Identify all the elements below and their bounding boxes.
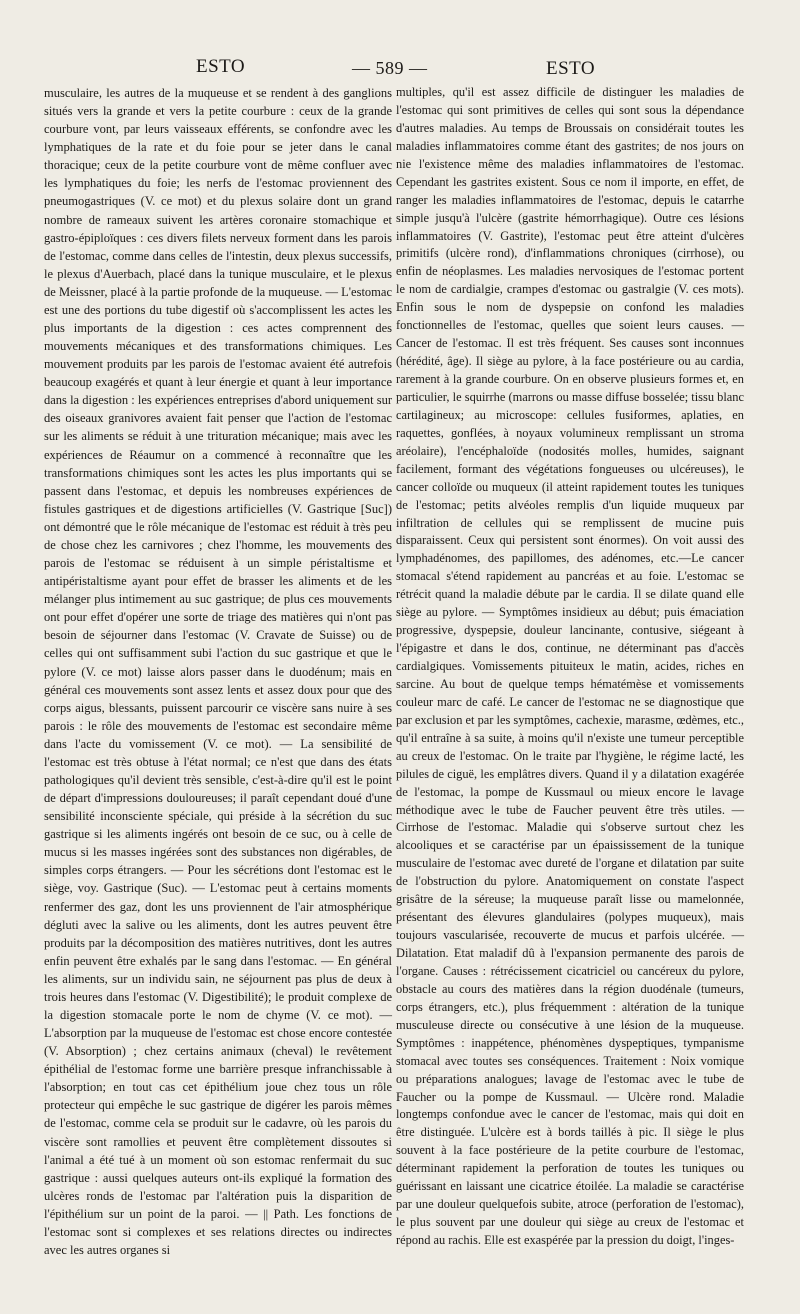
- left-column-text: musculaire, les autres de la muqueuse et se rendent à des ganglions situés vers la grande et vers la petite courbure : ceux de la grande courbure vont, par leurs vaisseaux efférents, se confondre avec les lymphatiques de la rate et du foie pour se jeter dans le canal thoracique; ceux de la petite courbure vont de même confluer avec les lymphatiques du foie; les nerfs de l'estomac proviennent des pneumogastriques (V. ce mot) et du plexus solaire dont un grand nombre de rameaux suivent les artères coronaire stomachique et gastro-épiploïques : ces divers filets nerveux forment dans les parois de l'estomac, comme dans celles de l'intestin, deux plexus successifs, le plexus d'Auerbach, placé dans la tunique musculaire, et le plexus de Meissner, placé à la partie profonde de la muqueuse. — L'estomac est une des portions du tube digestif où s'accomplissent les actes les plus importants de la digestion : ces actes comprennent des mouvements mécaniques et des transformations chimiques. Les mouvement produits par les parois de l'estomac avaient été autrefois beaucoup exagérés et quant à leur énergie et quant à leur importance dans la digestion : les expériences entreprises d'abord uniquement sur des oiseaux granivores avaient fait penser que l'action de l'estomac sur les aliments se réduit à une trituration mécanique; mais avec les expériences de Réaumur on a commencé à reconnaître que les transformations chimiques sont les actes les plus importants qui se passent dans l'estomac, et depuis les nombreuses expériences de fistules gastriques et de digestions artificielles (V. Gastrique [Suc]) ont démontré que le rôle mécanique de l'estomac est réduit à très peu de chose chez les carnivores ; chez l'homme, les mouvements des parois de l'estomac se réduisent à un simple péristaltisme et antipéristaltisme ayant pour effet de brasser les aliments et de les mélanger plus intimement au suc gastrique; de plus ces mouvements ont pour effet d'opérer une sorte de triage des matières qui n'ont pas besoin de séjourner dans l'estomac (V. Cravate de Suisse) ou de celles qui ont suffisamment subi l'action du suc gastrique et que le pylore (V. ce mot) laisse alors passer dans le duodénum; mais en général ces mouvements sont assez lents et assez doux pour que des corps aigus, blessants, puissent parcourir ce viscère sans nuire à ses parois : le rôle des mouvements de l'estomac est secondaire même dans l'acte du vomissement (V. ce mot). — La sensibilité de l'estomac est très obtuse à l'état normal; ce n'est que dans des états pathologiques qu'il devient très sensible, c'est-à-dire qu'il est le point de départ d'impressions douloureuses; il paraît cependant doué d'une sensibilité inconsciente spéciale, qui préside à la sécrétion du suc gastrique si les aliments ingérés ont besoin de ce suc, ou à celle de mucus si les masses ingérées sont des substances non digérables, de simples corps étrangers. — Pour les sécrétions dont l'estomac est le siège, voy. Gastrique (Suc). — L'estomac peut à certains moments renfermer des gaz, dont les uns proviennent de l'air atmosphérique dégluti avec la salive ou les aliments, dont les autres peuvent être produits par la décomposition des matières nutritives, dont les autres enfin peuvent être exhalés par le sang dans l'estomac. — En général les aliments, sur un individu sain, ne séjournent pas plus de deux à trois heures dans l'estomac (V. Digestibilité); le produit complexe de la digestion stomacale porte le nom de chyme (V. ce mot). — L'absorption par la muqueuse de l'estomac est chose encore contestée (V. Absorption) ; chez certains animaux (cheval) le revêtement épithélial de l'estomac forme une barrière presque infranchissable à l'absorption; en tout cas cet épithélium joue chez tous un rôle protecteur qui empêche le suc gastrique de digérer les parois mêmes de l'estomac, comme cela se produit sur le cadavre, où les parois du viscère sont ramollies et peuvent être complètement dissoutes si l'animal a été tué à un moment où son estomac renfermait du suc gastrique : aussi quelques auteurs ont-ils expliqué la formation des ulcères ronds de l'estomac par l'altération puis la disparition de l'épithélium sur un point de la paroi. — || Path. Les fonctions de l'estomac sont si complexes et ses relations directes ou indirectes avec les autres organes si: [44, 86, 392, 1257]
- text-column-left: [44, 84, 392, 1259]
- page-number: — 589 —: [352, 58, 428, 78]
- header-left-guide-word: ESTO: [196, 56, 246, 77]
- running-head: [0, 50, 800, 80]
- header-right-guide-word: ESTO: [546, 58, 596, 79]
- right-column-text: multiples, qu'il est assez difficile de distinguer les maladies de l'estomac qui sont primitives de celles qui sont sous la dépendance d'autres maladies. Au temps de Broussais on considérait toutes les maladies inflammatoires comme étant des gastrites; de nos jours on nie l'existence même des maladies inflammatoires de l'estomac. Cependant les gastrites existent. Sous ce nom il importe, en effet, de ranger les maladies inflammatoires de l'estomac, depuis le catarrhe simple jusqu'à l'ulcère (gastrite hémorrhagique). Outre ces lésions inflammatoires (V. Gastrite), l'estomac peut être atteint d'ulcères primitifs (ulcère rond), d'inflammations chroniques (cirrhose), ou enfin de néoplasmes. Les maladies nervosiques de l'estomac portent le nom de cardialgie, crampes d'estomac ou gastralgie (V. ces mots). Enfin sous le nom de dyspepsie on confond les maladies fonctionnelles de l'estomac, quelles que soient leurs causes. — Cancer de l'estomac. Il est très fréquent. Ses causes sont inconnues (hérédité, âge). Il siège au pylore, à la face postérieure ou au cardia, rarement à la grande courbure. On en observe plusieurs formes et, en particulier, le squirrhe (marrons ou masse diffuse bosselée; tissu blanc cartilagineux; au microscope: cellules fusiformes, aplaties, en raquettes, gonflées, à noyaux volumineux remplissant un stroma aréolaire), l'encéphaloïde (nodosités molles, humides, saignant facilement, formant des végétations fongueuses ou ulcéreuses), le cancer colloïde ou muqueux (il atteint rapidement toutes les tuniques de l'estomac; petits alvéoles remplis d'un liquide muqueux par infiltration de cellules qui se remplissent de mucine puis disparaissent. Ceux qui persistent sont énormes). On voit aussi des lymphadénomes, des papillomes, des adénomes, etc.—Le cancer stomacal s'étend rapidement au pancréas et au foie. L'estomac se rétrécit quand la maladie débute par le cardia. Il se dilate quand elle siège au pylore. — Symptômes insidieux au début; puis émaciation progressive, dyspepsie, douleur lancinante, contusive, siégeant à l'épigastre et dans le dos, continue, ne déterminant pas d'accès cardialgiques. Vomissements pituiteux le matin, acides, riches en sarcine. Au bout de quelque temps hématémèse et vomissements couleur marc de café. Le cancer de l'estomac ne se diagnostique que par exclusion et par les symptômes, cachexie, marasme, œdèmes, etc., qu'il entraîne à sa suite, à moins qu'il n'existe une tumeur perceptible au creux de l'estomac. On le traite par l'hygiène, le régime lacté, les pilules de ciguë, les emplâtres divers. Quand il y a dilatation exagérée de l'estomac, la pompe de Kussmaul ou mieux encore le lavage méthodique avec le tube de Faucher peuvent être très utiles. — Cirrhose de l'estomac. Maladie qui s'observe surtout chez les alcooliques et se caractérise par un épaississement de la tunique musculaire de l'estomac avec dureté de l'organe et dilatation par suite de l'obstruction du pylore. Anatomiquement on constate l'aspect grisâtre de la séreuse; la muqueuse paraît lisse ou mamelonnée, présentant des élevures glandulaires (polypes muqueux), mais toujours vascularisée, recouverte de mucus et parfois ulcérée. — Dilatation. Etat maladif dû à l'expansion permanente des parois de l'organe. Causes : rétrécissement cicatriciel ou cancéreux du pylore, obstacle au cours des matières dans la région duodénale (tumeurs, corps étrangers, etc.), plus fréquemment : altération de la tunique musculeuse directe ou consécutive à une lésion de la muqueuse. Symptômes : inappétence, phénomènes dyspeptiques, tympanisme stomacal avec toutes ses conséquences. Traitement : Noix vomique ou préparations analogues; lavage de l'estomac avec le tube de Faucher ou la pompe de Kussmaul. — Ulcère rond. Maladie longtemps confondue avec le cancer de l'estomac, mais qui doit en être distinguée. L'ulcère est à bords taillés à pic. Il siège le plus souvent à la face postérieure de la petite courbure de l'estomac, déterminant rapidement la perforation de toutes les tuniques ou guérissant en laissant une cicatrice étoilée. La maladie se caractérise par une douleur quelquefois subite, atroce (perforation de l'estomac), le plus souvent par une douleur qui siège au creux de l'estomac et répond au rachis. Elle est exaspérée par la pression du doigt, l'inges-: [396, 85, 744, 1247]
- text-column-right: [396, 84, 744, 1250]
